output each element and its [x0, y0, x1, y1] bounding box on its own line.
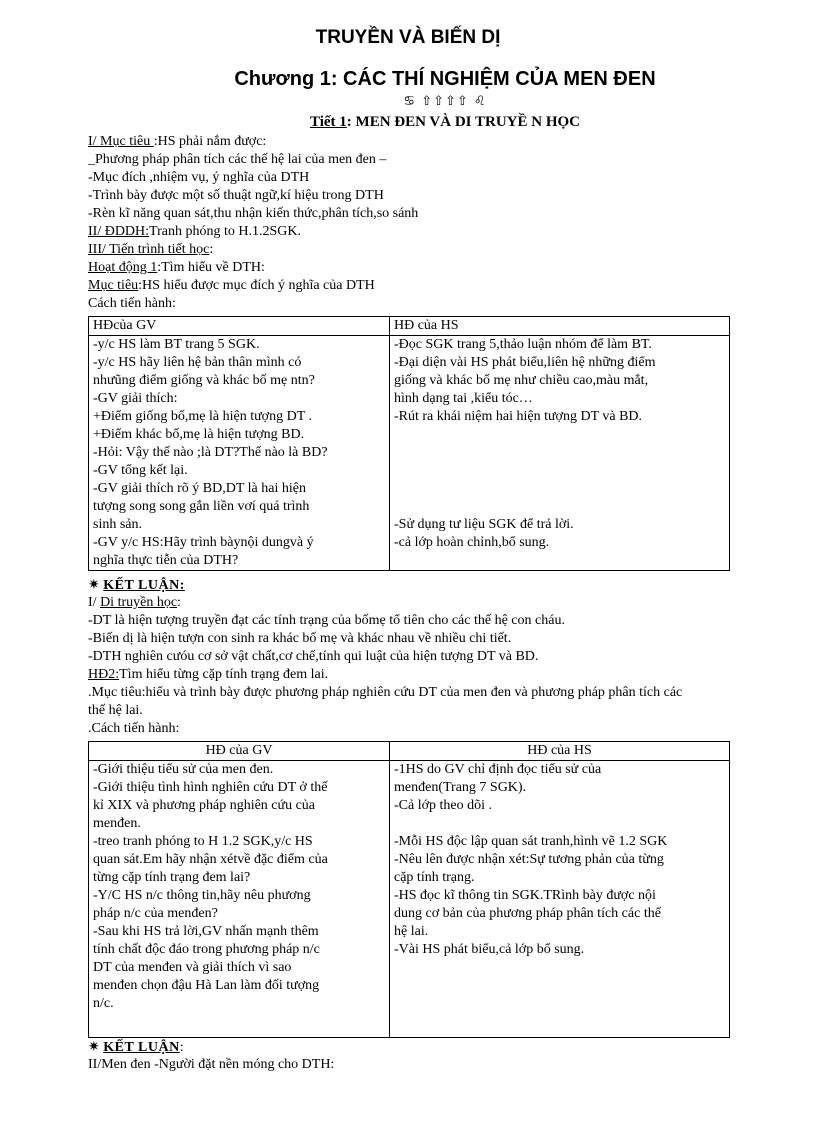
lesson-label: Tiết 1: [309, 114, 347, 130]
conclusion1-heading: ✷ KẾT LUẬN:: [88, 577, 185, 593]
table-header-gv: HĐ của GV: [89, 742, 390, 761]
table-header-gv: HĐcủa GV: [89, 317, 390, 336]
conclusion2-section: [88, 1038, 788, 1074]
table-header-hs: HĐ của HS: [390, 742, 730, 761]
table-header-hs: HĐ của HS: [390, 317, 730, 336]
chapter-title: Chương 1: CÁC THÍ NGHIỆM CỦA MEN ĐEN: [234, 68, 656, 90]
activity2-goal: .Mục tiêu:hiểu và trình bày được phương pháp nghiên cứu DT của men đen và phương pháp phân tích các: [88, 685, 683, 700]
equipment-line: II/ ĐDDH:Tranh phóng to H.1.2SGK.: [88, 224, 301, 239]
objective-item: _Phương pháp phân tích các thế hệ lai của men đen –: [88, 152, 387, 167]
conclusion1-line: -Biến dị là hiện tượn con sinh ra khác bố mẹ và khác nhau về nhiều chi tiết.: [88, 631, 512, 646]
objective-item: -Mục đích ,nhiệm vụ, ý nghĩa của DTH: [88, 170, 310, 185]
activity2-method: .Cách tiến hành:: [88, 721, 180, 736]
activity2-goal-cont: thế hệ lai.: [88, 703, 143, 718]
activity2-heading: HĐ2:Tìm hiểu từng cặp tính trạng đem lai.: [88, 667, 329, 682]
conclusion2-line: II/Men đen -Người đặt nền móng cho DTH:: [88, 1057, 335, 1072]
objectives-heading: I/ Mục tiêu :HS phải nắm được:: [88, 134, 267, 149]
hs-activity-cell: -1HS do GV chỉ định đọc tiểu sử của menđen(Trang 7 SGK). -Cả lớp theo dõi . -Mỗi HS độc lập quan sát tranh,hình vẽ 1.2 SGK -Nêu lên được nhận xét:Sự tương phản của từng cặp tính trạng. -HS đọc kĩ thông tin SGK.TRình bày được nội dung cơ bản của phương pháp phân tích các thế hệ lai. -Vài HS phát biểu,cả lớp bổ sung.: [390, 761, 730, 1038]
activity1-table: [88, 316, 730, 571]
conclusion1-line: -DT là hiện tượng truyền đạt các tính trạng của bốmẹ tổ tiên cho các thế hệ con cháu.: [88, 613, 565, 628]
conclusion2-heading: ✷ KẾT LUẬN:: [88, 1039, 184, 1055]
table-row: [89, 336, 730, 571]
objective-item: -Rèn kĩ năng quan sát,thu nhận kiến thức,phân tích,so sánh: [88, 206, 419, 221]
conclusion1-sub-heading: I/ Di truyền học:: [88, 595, 181, 610]
ornament-divider: ♋ ⇧⇧⇧⇧ ♌: [403, 94, 487, 109]
table-row: [89, 761, 730, 1038]
gv-activity-cell: -Giới thiệu tiểu sử của men đen. -Giới thiệu tình hình nghiên cứu DT ở thế kỉ XIX và phương pháp nghiên cứu của menđen. -treo tranh phóng to H 1.2 SGK,y/c HS quan sát.Em hãy nhận xétvề đặc điểm của từng cặp tính trạng đem lai? -Y/C HS n/c thông tin,hãy nêu phương pháp n/c của menđen? -Sau khi HS trả lời,GV nhấn mạnh thêm tính chất độc đáo trong phương pháp n/c DT của menđen và giải thích vì sao menđen chọn đậu Hà Lan làm đối tượng n/c.: [89, 761, 390, 1038]
objective-item: -Trình bày được một số thuật ngữ,kí hiệu trong DTH: [88, 188, 384, 203]
gv-activity-cell: -y/c HS làm BT trang 5 SGK. -y/c HS hãy liên hệ bản thân mình có nhưũng điểm giống và khác bố mẹ ntn? -GV giải thích: +Điểm giống bố,mẹ là hiện tượng DT . +Điểm khác bố,mẹ là hiện tượng BD. -Hỏi: Vậy thế nào ;là DT?Thế nào là BD? -GV tổng kết lại. -GV giải thích rõ ý BD,DT là hai hiện tượng song song gắn liền vơí quá trình sinh sản. -GV y/c HS:Hãy trình bàynội dungvà ý nghĩa thực tiễn của DTH?: [89, 336, 390, 571]
table-header-row: [89, 317, 730, 336]
document-title: TRUYỀN VÀ BIẾN DỊ: [315, 27, 501, 48]
activity1-goal: Mục tiêu:HS hiểu được mục đích ý nghĩa của DTH: [88, 278, 375, 293]
star-icon: ✷: [88, 577, 100, 593]
activity1-method: Cách tiến hành:: [88, 296, 176, 311]
conclusion1-line: -DTH nghiên cưóu cơ sở vật chất,cơ chế,tính qui luật của hiện tượng DT và BD.: [88, 649, 539, 664]
lesson-title: : MEN ĐEN VÀ DI TRUYỀ N HỌC: [346, 114, 581, 130]
star-icon: ✷: [88, 1039, 100, 1055]
activity2-table: [88, 741, 730, 1038]
table-header-row: [89, 742, 730, 761]
hs-activity-cell: -Đọc SGK trang 5,thảo luận nhóm để làm BT. -Đại diện vài HS phát biểu,liên hệ những điểm giống và khác bố mẹ như chiều cao,màu mắt, hình dạng tai ,kiểu tóc… -Rút ra khái niệm hai hiện tượng DT và BD. -Sử dụng tư liệu SGK để trả lời. -cả lớp hoàn chỉnh,bổ sung.: [390, 336, 730, 571]
process-heading: III/ Tiến trình tiết học:: [88, 242, 214, 257]
lesson-heading: [0, 113, 816, 131]
conclusion1-section: [88, 576, 788, 738]
activity1-heading: Hoạt động 1:Tìm hiểu về DTH:: [88, 260, 265, 275]
objectives-section: [88, 133, 788, 313]
